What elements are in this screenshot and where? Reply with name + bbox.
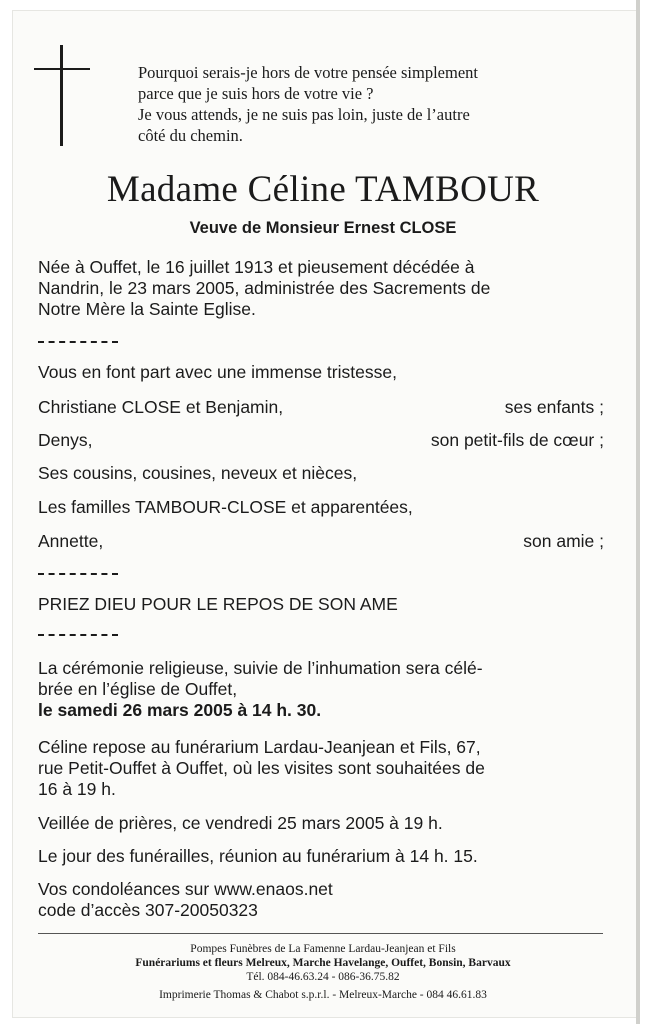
divider-rule (38, 573, 118, 575)
family-name: Ses cousins, cousines, neveux et nièces, (38, 463, 358, 483)
rest-line: Céline repose au funérarium Lardau-Jeanjean et Fils, 67, (38, 737, 481, 757)
funeral-meeting: Le jour des funérailles, réunion au funérarium à 14 h. 15. (38, 846, 478, 866)
family-entry (38, 497, 604, 518)
family-relation: ses enfants ; (504, 397, 604, 417)
family-name: Annette, (38, 531, 104, 551)
cross-icon-bar (34, 68, 90, 70)
poem-line: Pourquoi serais-je hors de votre pensée simplement (138, 63, 478, 82)
poem-line: parce que je suis hors de votre vie ? (138, 84, 374, 103)
family-name: Denys, (38, 430, 93, 450)
family-entry (38, 430, 604, 451)
footer-line: Imprimerie Thomas & Chabot s.p.r.l. - Melreux-Marche - 084 46.61.83 (159, 989, 487, 1001)
family-entry (38, 397, 604, 418)
footer-rule (38, 933, 603, 934)
prayer: PRIEZ DIEU POUR LE REPOS DE SON AME (38, 594, 398, 614)
divider-rule (38, 341, 118, 343)
poem (138, 62, 588, 146)
birth-death-info (38, 257, 604, 320)
footer-line: Funérariums et fleurs Melreux, Marche Havelange, Ouffet, Bonsin, Barvaux (135, 957, 511, 969)
ceremony-date: le samedi 26 mars 2005 à 14 h. 30. (38, 700, 322, 720)
ceremony-line: brée en l’église de Ouffet, (38, 679, 238, 699)
family-relation: son petit-fils de cœur ; (430, 430, 604, 450)
widow-of: Veuve de Monsieur Ernest CLOSE (189, 219, 457, 237)
family-entry (38, 531, 604, 552)
family-name: Christiane CLOSE et Benjamin, (38, 397, 284, 417)
ceremony-line: La cérémonie religieuse, suivie de l’inhumation sera célé- (38, 658, 483, 678)
footer-line: Pompes Funèbres de La Famenne Lardau-Jeanjean et Fils (190, 943, 456, 955)
family-entry (38, 463, 604, 484)
rest-line: rue Petit-Ouffet à Ouffet, où les visites sont souhaitées de (38, 758, 485, 778)
text-line: Notre Mère la Sainte Eglise. (38, 299, 256, 319)
condolences: Vos condoléances sur www.enaos.net (38, 879, 333, 899)
text-line: Nandrin, le 23 mars 2005, administrée des Sacrements de (38, 278, 491, 298)
rest-line: 16 à 19 h. (38, 779, 116, 799)
poem-line: côté du chemin. (138, 126, 243, 145)
access-code: code d’accès 307-20050323 (38, 900, 258, 920)
text-line: Née à Ouffet, le 16 juillet 1913 et pieusement décédée à (38, 257, 475, 277)
cross-icon (60, 45, 63, 146)
announcement: Vous en font part avec une immense tristesse, (38, 362, 397, 382)
family-name: Les familles TAMBOUR-CLOSE et apparentées, (38, 497, 413, 517)
footer-line: Tél. 084-46.63.24 - 086-36.75.82 (246, 971, 400, 983)
poem-line: Je vous attends, je ne suis pas loin, juste de l’autre (138, 105, 470, 124)
vigil: Veillée de prières, ce vendredi 25 mars 2005 à 19 h. (38, 813, 443, 833)
family-relation: son amie ; (523, 531, 604, 551)
deceased-name: Madame Céline TAMBOUR (106, 169, 540, 210)
page-edge-shadow (636, 0, 640, 1024)
divider-rule (38, 634, 118, 636)
